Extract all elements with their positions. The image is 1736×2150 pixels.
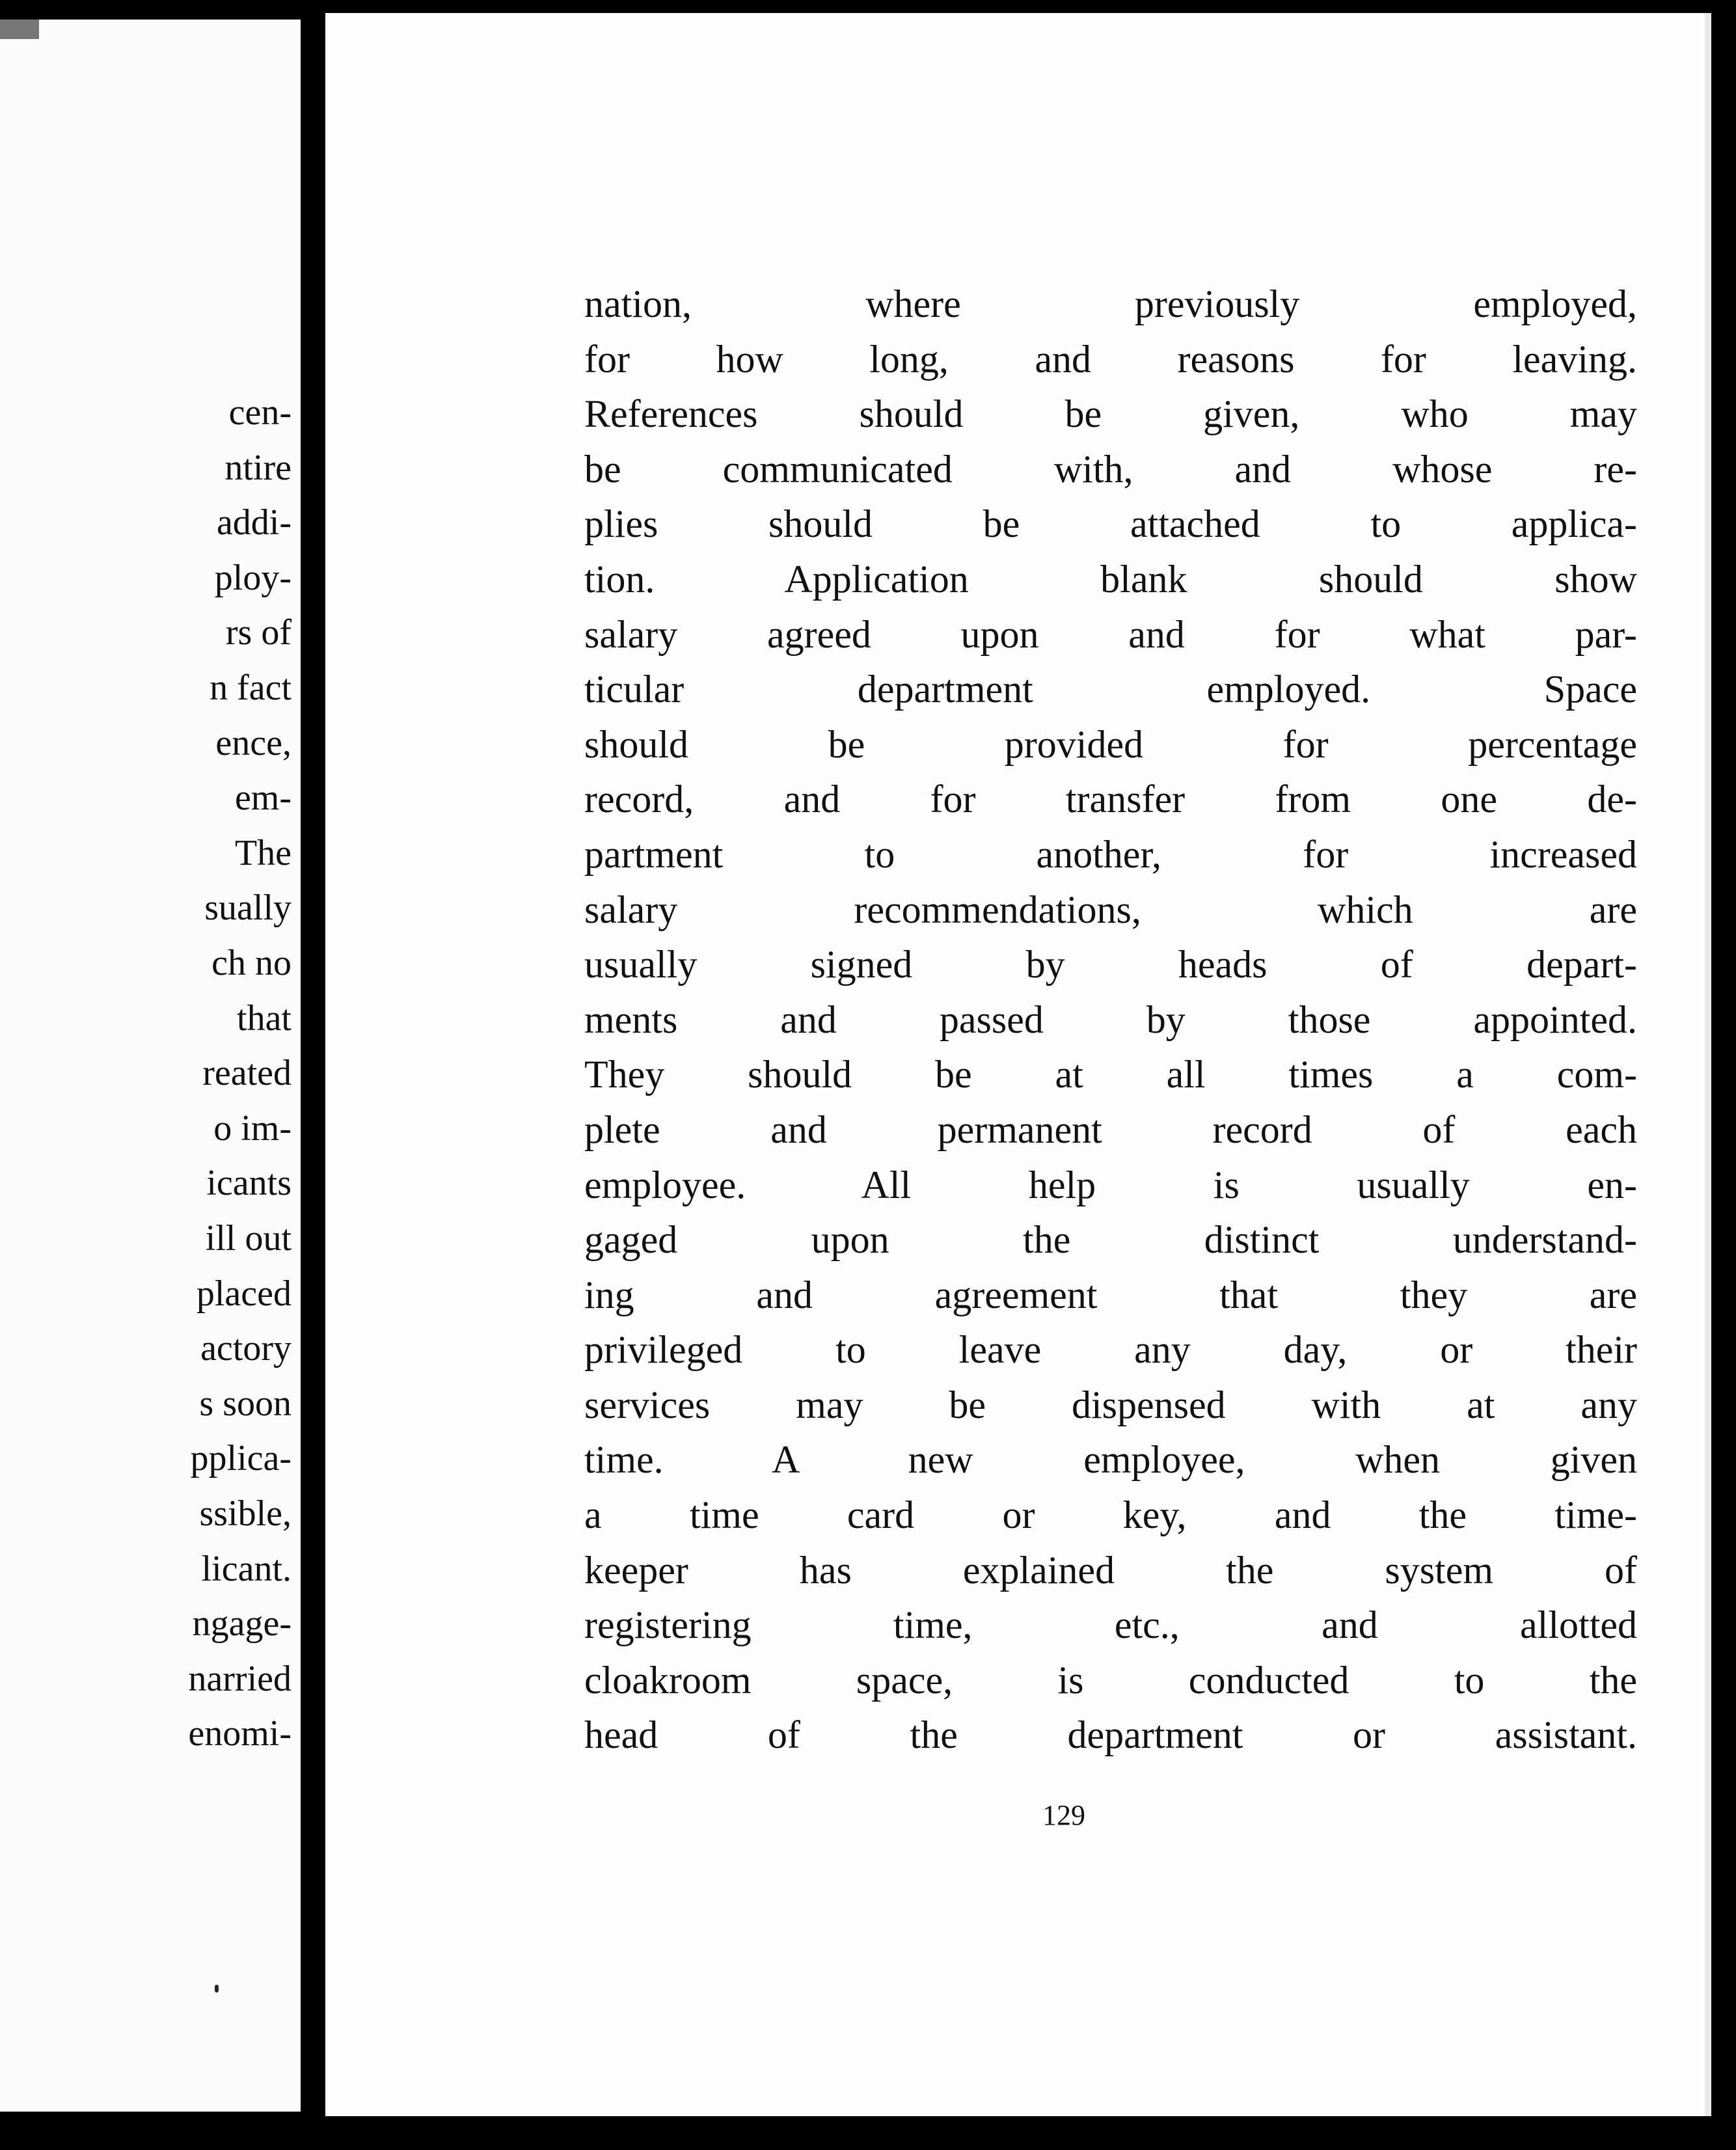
left-page-line: rs of (225, 612, 292, 653)
left-page-line: licant. (201, 1548, 292, 1589)
text-line: keeper has explained the system of (584, 1548, 1637, 1592)
left-page-line: that (237, 998, 292, 1039)
right-page (325, 13, 1711, 2116)
text-line: record, and for transfer from one de- (584, 778, 1637, 821)
text-line: usually signed by heads of depart- (584, 943, 1637, 987)
left-page-line: ntire (224, 447, 292, 488)
text-line: should be provided for percentage (584, 722, 1637, 766)
text-line: They should be at all times a com- (584, 1053, 1637, 1096)
left-page-line: n fact (210, 668, 292, 708)
left-page-line: ence, (215, 722, 292, 763)
left-page-line: actory (200, 1328, 292, 1369)
text-line: ticular department employed. Space (584, 668, 1637, 711)
speck-mark (215, 1985, 219, 1993)
scan-bottom-border (325, 2116, 1736, 2150)
text-line: nation, where previously employed, (584, 282, 1637, 325)
left-page-line: sually (204, 888, 292, 929)
page-corner-mark (0, 20, 39, 39)
text-line: a time card or key, and the time- (584, 1493, 1637, 1537)
text-line: plete and permanent record of each (584, 1108, 1637, 1151)
text-line: ments and passed by those appointed. (584, 998, 1637, 1041)
text-line: plies should be attached to applica- (584, 502, 1637, 546)
text-line: registering time, etc., and allotted (584, 1603, 1637, 1647)
page-number: 129 (1042, 1799, 1085, 1831)
left-page-line: ssible, (199, 1493, 292, 1534)
text-line: be communicated with, and whose re- (584, 447, 1637, 491)
page-edge-shadow (1705, 13, 1711, 2116)
text-line: salary recommendations, which are (584, 888, 1637, 931)
left-page-line: icants (206, 1163, 292, 1204)
text-line: for how long, and reasons for leaving. (584, 337, 1637, 381)
text-line: salary agreed upon and for what par- (584, 612, 1637, 656)
left-page-line: addi- (216, 502, 292, 543)
left-page-line: The (234, 832, 292, 873)
left-page-line: ill out (205, 1218, 292, 1259)
text-line: services may be dispensed with at any (584, 1383, 1637, 1426)
left-page-line: o im- (213, 1108, 292, 1149)
text-line: privileged to leave any day, or their (584, 1328, 1637, 1372)
left-page-line: narried (188, 1658, 292, 1699)
text-line: head of the department or assistant. (584, 1713, 1637, 1757)
text-line: employee. All help is usually en- (584, 1163, 1637, 1206)
text-line: time. A new employee, when given (584, 1438, 1637, 1482)
text-line: cloakroom space, is conducted to the (584, 1658, 1637, 1702)
left-page-line: ch no (211, 943, 292, 983)
left-page-line: s soon (199, 1383, 292, 1424)
left-page-line: pplica- (190, 1438, 292, 1479)
left-page-line: placed (196, 1273, 292, 1314)
body-text (584, 277, 1637, 1763)
text-line: gaged upon the distinct understand- (584, 1218, 1637, 1262)
text-line: partment to another, for increased (584, 832, 1637, 876)
left-page-line: enomi- (188, 1713, 292, 1754)
book-spine-gutter (301, 0, 325, 2150)
left-page-line: ploy- (214, 557, 292, 598)
left-page-line: em- (234, 778, 292, 819)
text-line: tion. Application blank should show (584, 557, 1637, 601)
left-page (0, 20, 301, 2112)
left-page-line: reated (202, 1053, 292, 1094)
text-line: References should be given, who may (584, 392, 1637, 436)
left-page-line: cen- (228, 392, 292, 433)
text-line: ing and agreement that they are (584, 1273, 1637, 1316)
left-page-line: ngage- (192, 1603, 292, 1644)
